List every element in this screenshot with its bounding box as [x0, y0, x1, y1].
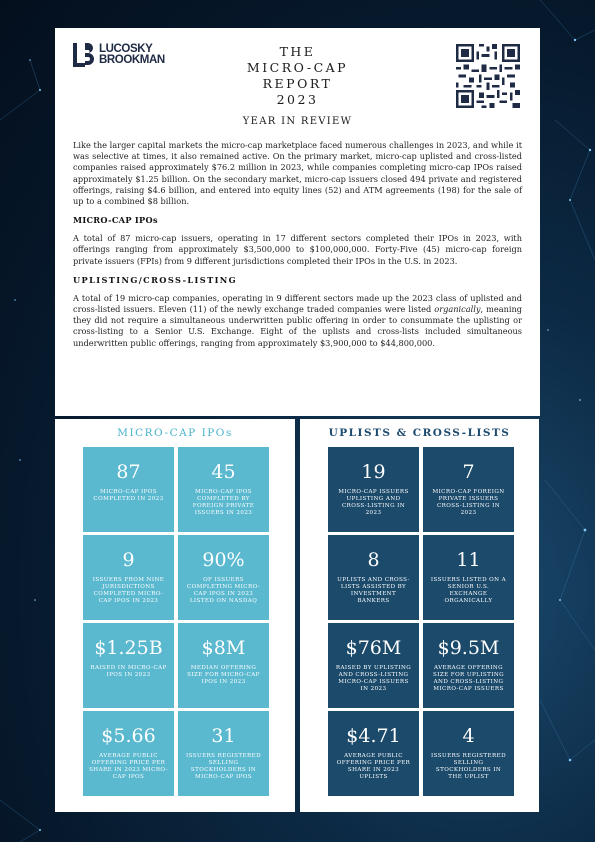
stat-tile — [328, 535, 419, 620]
qr-code-icon[interactable] — [456, 44, 520, 108]
uplist-stats-grid — [328, 447, 514, 796]
ipo-panel-title: MICRO-CAP IPOs — [117, 427, 233, 439]
stat-label: RAISED IN MICRO-CAP IPOS IN 2023 — [90, 665, 167, 678]
stat-tile — [83, 447, 174, 532]
stat-label: MICRO-CAP FOREIGN PRIVATE ISSUERS CROSS-LISTING IN 2023 — [432, 489, 505, 516]
stat-value: 4 — [462, 725, 475, 747]
stat-value: $1.25B — [94, 637, 163, 659]
report-header-card — [55, 28, 540, 416]
stat-tile — [178, 711, 269, 796]
stat-value: 45 — [211, 461, 236, 483]
title-line: THE — [279, 44, 316, 59]
stat-value: 19 — [361, 461, 386, 483]
report-title — [205, 44, 390, 108]
company-logo — [73, 42, 193, 68]
stat-label: RAISED BY UPLISTING AND CROSS-LISTING MICRO-CAP ISSUERS IN 2023 — [335, 665, 412, 692]
stat-tile — [83, 623, 174, 708]
stat-label: MEDIAN OFFERING SIZE FOR MICRO-CAP IPOS IN 2023 — [187, 665, 260, 685]
stat-label: AVERAGE PUBLIC OFFERING PRICE PER SHARE IN 2023 UPLISTS — [336, 753, 411, 780]
uplisting-text-part: A total of 19 micro-cap companies, operating in 9 different sectors made up the 2023 class of uplisted and cross-listed issuers. Eleven (11) of the newly exchange traded companies were listed — [73, 292, 522, 315]
stat-value: $4.71 — [346, 725, 401, 747]
logo-line-2: BROOKMAN — [99, 54, 165, 66]
stat-tile — [423, 535, 514, 620]
stat-tile — [328, 447, 419, 532]
stat-label: OF ISSUERS COMPLETING MICRO-CAP IPOS IN 2023 LISTED ON NASDAQ — [186, 577, 261, 604]
stat-label: ISSUERS REGISTERED SELLING STOCKHOLDERS IN MICRO-CAP IPOS — [186, 753, 261, 780]
stat-tile — [423, 623, 514, 708]
stat-label: UPLISTS AND CROSS-LISTS ASSISTED BY INVESTMENT BANKERS — [337, 577, 410, 604]
stat-label: ISSUERS REGISTERED SELLING STOCKHOLDERS IN THE UPLIST — [431, 753, 506, 780]
intro-paragraph: Like the larger capital markets the micro-cap marketplace faced numerous challenges in 2023, and while it was selective at times, it also remained active. On the primary market, micro-cap uplisted and cross-listed companies raised approximately $76.2 million in 2023, while companies completing micro-cap IPOs raised approximately $1.25 billion. On the secondary market, micro-cap issuers closed 494 private and registered offerings, raising $4.6 billion, and entered into equity lines (52) and ATM agreements (198) for the sale of up to a combined $8 billion. — [73, 140, 522, 207]
stat-tile — [328, 711, 419, 796]
section-heading-ipos: MICRO-CAP IPOs — [73, 215, 158, 226]
stat-label: MICRO-CAP IPOS COMPLETED IN 2023 — [93, 489, 164, 502]
ipo-stats-panel — [55, 419, 295, 812]
report-body — [73, 140, 522, 349]
ipo-stats-grid — [83, 447, 269, 796]
title-line: REPORT — [262, 76, 333, 91]
stat-value: $76M — [345, 637, 402, 659]
stat-value: 90% — [202, 549, 245, 571]
stat-value: 9 — [122, 549, 135, 571]
stat-tile — [423, 447, 514, 532]
stat-label: MICRO-CAP IPOS COMPLETED BY FOREIGN PRIVATE ISSUERS IN 2023 — [192, 489, 255, 516]
stat-label: ISSUERS FROM NINE JURISDICTIONS COMPLETED MICRO-CAP IPOS IN 2023 — [92, 577, 165, 604]
uplisting-paragraph — [73, 293, 522, 349]
title-line: MICRO-CAP — [246, 60, 349, 75]
stat-value: $8M — [201, 637, 246, 659]
stat-tile — [328, 623, 419, 708]
stat-tile — [83, 535, 174, 620]
stat-value: 87 — [116, 461, 141, 483]
uplisting-text-emphasis: organically — [434, 304, 481, 315]
stat-tile — [423, 711, 514, 796]
stat-tile — [178, 535, 269, 620]
stat-label: AVERAGE OFFERING SIZE FOR UPLISTING AND CROSS-LISTING MICRO-CAP ISSUERS — [433, 665, 504, 692]
stat-value: 11 — [456, 549, 481, 571]
lb-logo-icon — [73, 43, 95, 67]
ipo-paragraph: A total of 87 micro-cap issuers, operating in 17 different sectors completed their IPOs in 2023, with offerings ranging from approximately $3,500,000 to $100,000,000. Forty-Five (45) micro-cap foreign private issuers (FPIs) from 9 different jurisdictions completed their IPOs in the U.S. in 2023. — [73, 233, 522, 266]
stat-value: 7 — [462, 461, 475, 483]
stat-tile — [178, 447, 269, 532]
stat-label: ISSUERS LISTED ON A SENIOR U.S. EXCHANGE ORGANICALLY — [430, 577, 507, 604]
stat-label: AVERAGE PUBLIC OFFERING PRICE PER SHARE IN 2023 MICRO-CAP IPOS — [89, 753, 168, 780]
section-heading-uplisting: UPLISTING/CROSS-LISTING — [73, 274, 238, 285]
logo-line-1: LUCOSKY — [99, 43, 153, 55]
stat-tile — [83, 711, 174, 796]
uplist-stats-panel — [300, 419, 539, 812]
stat-value: $9.5M — [437, 637, 500, 659]
stat-value: $5.66 — [101, 725, 156, 747]
uplisting-text-part: , meaning they did not require a simultaneous underwritten public offering in order to consummate the uplisting or cross-listing to a Senior U.S. Exchange. Eight of the uplists and cross-lists included simultaneous underwritten public offerings, ranging from approximately $3,900,000 to $44,800,000. — [73, 304, 522, 348]
title-line: 2023 — [276, 92, 319, 107]
stat-value: 8 — [367, 549, 380, 571]
stat-label: MICRO-CAP ISSUERS UPLISTING AND CROSS-LISTING IN 2023 — [338, 489, 409, 516]
stat-value: 31 — [211, 725, 236, 747]
uplist-panel-title: UPLISTS & CROSS-LISTS — [328, 427, 511, 439]
year-in-review-heading: YEAR IN REVIEW — [242, 116, 353, 127]
stat-tile — [178, 623, 269, 708]
